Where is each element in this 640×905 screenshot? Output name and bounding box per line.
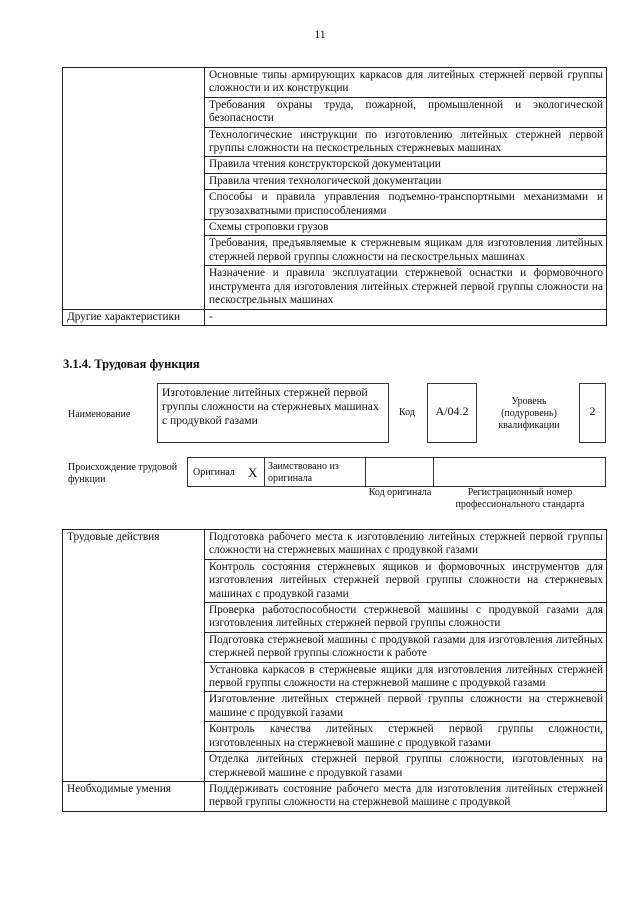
name-label: Наименование bbox=[68, 409, 131, 420]
row-label: Необходимые умения bbox=[63, 781, 205, 811]
cell-text: Назначение и правила эксплуатации стержневой оснастки и формовочного инструмента для изготовления литейных стержней первой группы сложности на пескострельных машинах bbox=[205, 266, 607, 309]
divider bbox=[264, 458, 265, 486]
cell-text: Поддерживать состояние рабочего места для изготовления литейных стержней первой группы сложности на стержневой машине с продувкой bbox=[205, 781, 607, 811]
cell-text: Подготовка рабочего места к изготовлению литейных стержней первой группы сложности на стержневых машинах с продувкой газами bbox=[205, 530, 607, 560]
cell-text: Контроль качества литейных стержней первой группы сложности, изготовленных на стержневой машине с продувкой газами bbox=[205, 722, 607, 752]
registration-number-label: Регистрационный номер профессионального стандарта bbox=[455, 487, 585, 510]
cell-text: Основные типы армирующих каркасов для литейных стержней первой группы сложности и их конструкции bbox=[205, 68, 607, 98]
table-row bbox=[63, 530, 607, 560]
cell-text: Схемы строповки грузов bbox=[205, 220, 607, 236]
section-heading: 3.1.4. Трудовая функция bbox=[63, 357, 200, 371]
cell-text: Подготовка стержневой машины с продувкой газами для изготовления литейных стержней первой группы сложности к работе bbox=[205, 632, 607, 662]
function-code-box: A/04.2 bbox=[427, 383, 477, 443]
cell-text: Требования охраны труда, пожарной, промышленной и экологической безопасности bbox=[205, 97, 607, 127]
table-row bbox=[63, 68, 607, 98]
knowledge-table-continued bbox=[62, 67, 607, 326]
original-label: Оригинал bbox=[193, 467, 235, 478]
cell-text: Технологические инструкции по изготовлению литейных стержней первой группы сложности на пескострельных стержневых машинах bbox=[205, 127, 607, 157]
divider bbox=[433, 458, 434, 486]
table-row bbox=[63, 781, 607, 811]
origin-label: Происхождение трудовой функции bbox=[68, 462, 178, 485]
cell-text: Изготовление литейных стержней первой группы сложности на стержневой машине с продувкой газами bbox=[205, 692, 607, 722]
labor-actions-table bbox=[62, 529, 607, 812]
code-label: Код bbox=[399, 407, 415, 418]
level-label: Уровень (подуровень) квалификации bbox=[498, 396, 560, 431]
level-value-box: 2 bbox=[579, 383, 606, 443]
cell-text: Правила чтения конструкторской документации bbox=[205, 157, 607, 173]
cell-text: Требования, предъявляемые к стержневым ящикам для изготовления литейных стержней первой группы сложности на пескострельных машинах bbox=[205, 236, 607, 266]
cell-text: Проверка работоспособности стержневой машины с продувкой газами для изготовления литейных стержней первой группы сложности bbox=[205, 603, 607, 633]
original-mark: X bbox=[248, 465, 258, 480]
cell-text: Правила чтения технологической документации bbox=[205, 173, 607, 189]
cell-text: Установка каркасов в стержневые ящики для изготовления литейных стержней первой группы сложности на стержневой машине с продувкой газами bbox=[205, 662, 607, 692]
cell-text: Контроль состояния стержневых ящиков и формовочных инструментов для изготовления литейных стержней первой группы сложности на стержневых машинах с продувкой газами bbox=[205, 559, 607, 602]
cell-text: Способы и правила управления подъемно-транспортными механизмами и грузозахватными приспособлениями bbox=[205, 190, 607, 220]
cell-text: Отделка литейных стержней первой группы сложности, изготовленных на стержневой машине с продувкой газами bbox=[205, 752, 607, 782]
divider bbox=[365, 458, 366, 486]
cell-text: - bbox=[205, 309, 607, 325]
row-label bbox=[63, 68, 205, 310]
table-row bbox=[63, 309, 607, 325]
row-label: Трудовые действия bbox=[63, 530, 205, 782]
borrowed-label: Заимствовано из оригинала bbox=[268, 461, 339, 484]
function-name-box: Изготовление литейных стержней первой группы сложности на стержневых машинах с продувкой газами bbox=[157, 383, 389, 443]
page-number: 11 bbox=[314, 27, 326, 41]
origin-row bbox=[187, 457, 606, 487]
code-original-label: Код оригинала bbox=[368, 487, 432, 498]
row-label: Другие характеристики bbox=[63, 309, 205, 325]
